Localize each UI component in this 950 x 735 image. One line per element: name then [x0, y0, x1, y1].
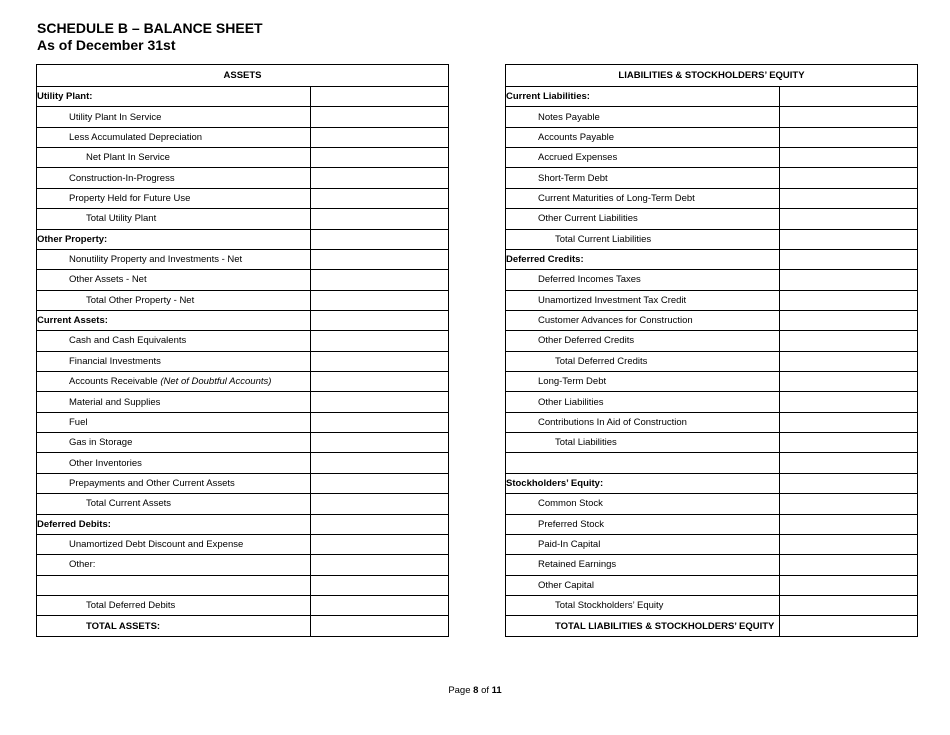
- assets-label-text: Accounts Receivable: [69, 376, 158, 388]
- liabilities-row: [506, 148, 918, 168]
- liabilities-label-text: Current Liabilities:: [506, 91, 590, 103]
- assets-amount-cell[interactable]: [311, 372, 449, 392]
- assets-row-label: [37, 127, 311, 147]
- liabilities-label-text: Customer Advances for Construction: [538, 315, 693, 327]
- liabilities-amount-cell[interactable]: [780, 534, 918, 554]
- liabilities-row-label: [506, 555, 780, 575]
- assets-row: [37, 575, 449, 595]
- assets-row: [37, 534, 449, 554]
- assets-row-label: [37, 270, 311, 290]
- liabilities-label-text: Stockholders’ Equity:: [506, 478, 604, 489]
- assets-amount-cell[interactable]: [311, 514, 449, 534]
- assets-row-label: [37, 595, 311, 615]
- liabilities-label-text: Other Deferred Credits: [538, 335, 635, 347]
- assets-label-text: Fuel: [69, 416, 88, 428]
- liabilities-row-label: [506, 168, 780, 188]
- liabilities-label-text: Unamortized Investment Tax Credit: [538, 294, 687, 306]
- liabilities-row: [506, 372, 918, 392]
- assets-row: [37, 453, 449, 473]
- liabilities-row: [506, 229, 918, 249]
- liabilities-amount-cell[interactable]: [780, 168, 918, 188]
- liabilities-label-text: Accrued Expenses: [538, 152, 618, 164]
- liabilities-row-label: [506, 290, 780, 310]
- assets-amount-cell[interactable]: [311, 351, 449, 371]
- assets-label-text: Total Other Property - Net: [86, 294, 195, 306]
- liabilities-amount-cell[interactable]: [780, 453, 918, 473]
- assets-label-text: Gas in Storage: [69, 437, 133, 449]
- liabilities-amount-cell[interactable]: [780, 392, 918, 412]
- liabilities-row: [506, 127, 918, 147]
- assets-label-text: Other:: [69, 559, 96, 571]
- liabilities-amount-cell[interactable]: [780, 249, 918, 269]
- liabilities-label-text: Total Current Liabilities: [555, 233, 652, 245]
- assets-row-label: [37, 188, 311, 208]
- assets-row: [37, 209, 449, 229]
- assets-table: [36, 64, 449, 637]
- assets-row-label: [37, 392, 311, 412]
- liabilities-label-text: Notes Payable: [538, 111, 600, 123]
- liabilities-row-label: [506, 249, 780, 269]
- liabilities-amount-cell[interactable]: [780, 87, 918, 107]
- assets-label-text: Net Plant In Service: [86, 152, 170, 164]
- assets-amount-cell[interactable]: [311, 616, 449, 636]
- assets-amount-cell[interactable]: [311, 310, 449, 330]
- liabilities-label-text: Total Deferred Credits: [555, 355, 648, 367]
- assets-row-label: [37, 494, 311, 514]
- liabilities-amount-cell[interactable]: [780, 310, 918, 330]
- liabilities-row: [506, 616, 918, 636]
- liabilities-row: [506, 595, 918, 615]
- liabilities-amount-cell[interactable]: [780, 616, 918, 636]
- assets-label-text: Property Held for Future Use: [69, 192, 191, 204]
- liabilities-amount-cell[interactable]: [780, 555, 918, 575]
- assets-amount-cell[interactable]: [311, 249, 449, 269]
- liabilities-amount-cell[interactable]: [780, 433, 918, 453]
- assets-row: [37, 372, 449, 392]
- assets-row-label: [37, 351, 311, 371]
- liabilities-amount-cell[interactable]: [780, 473, 918, 493]
- liabilities-label-text: Common Stock: [538, 498, 603, 510]
- assets-row: [37, 412, 449, 432]
- assets-row: [37, 595, 449, 615]
- liabilities-row-label: [506, 310, 780, 330]
- liabilities-row-label: [506, 514, 780, 534]
- assets-row-label: [37, 168, 311, 188]
- assets-row-label: [37, 514, 311, 534]
- assets-label-text: Unamortized Debt Discount and Expense: [69, 539, 244, 551]
- assets-row-label: [37, 372, 311, 392]
- assets-amount-cell[interactable]: [311, 473, 449, 493]
- liabilities-header-row: [506, 65, 918, 87]
- liabilities-row-label: [506, 473, 780, 493]
- liabilities-row: [506, 107, 918, 127]
- liabilities-row: [506, 209, 918, 229]
- assets-amount-cell[interactable]: [311, 595, 449, 615]
- liabilities-amount-cell[interactable]: [780, 127, 918, 147]
- assets-row-label: [37, 107, 311, 127]
- liabilities-row-label: [506, 331, 780, 351]
- assets-row-label: [37, 331, 311, 351]
- liabilities-row: [506, 188, 918, 208]
- liabilities-label-text: Deferred Credits:: [506, 254, 584, 266]
- liabilities-row: [506, 514, 918, 534]
- liabilities-amount-cell[interactable]: [780, 107, 918, 127]
- liabilities-row-label: [506, 616, 780, 636]
- assets-row: [37, 107, 449, 127]
- liabilities-amount-cell[interactable]: [780, 412, 918, 432]
- liabilities-amount-cell[interactable]: [780, 270, 918, 290]
- liabilities-label-text: Other Current Liabilities: [538, 213, 638, 225]
- liabilities-amount-cell[interactable]: [780, 595, 918, 615]
- liabilities-row: [506, 351, 918, 371]
- assets-body: [37, 87, 449, 637]
- assets-row-label: [37, 249, 311, 269]
- liabilities-row-label: [506, 270, 780, 290]
- assets-label-text: Utility Plant:: [37, 91, 93, 103]
- assets-row-label: [37, 575, 311, 595]
- assets-amount-cell[interactable]: [311, 534, 449, 554]
- liabilities-amount-cell[interactable]: [780, 148, 918, 168]
- liabilities-label-text: Short-Term Debt: [538, 172, 608, 184]
- liabilities-row: [506, 331, 918, 351]
- assets-row-label: [37, 433, 311, 453]
- assets-row: [37, 351, 449, 371]
- liabilities-amount-cell[interactable]: [780, 351, 918, 371]
- liabilities-row-label: [506, 433, 780, 453]
- liabilities-row: [506, 494, 918, 514]
- liabilities-row: [506, 310, 918, 330]
- liabilities-row: [506, 249, 918, 269]
- liabilities-row: [506, 270, 918, 290]
- assets-row: [37, 514, 449, 534]
- assets-row: [37, 148, 449, 168]
- liabilities-label-text: Total Stockholders’ Equity: [555, 600, 664, 612]
- liabilities-label-text: Current Maturities of Long-Term Debt: [538, 192, 695, 204]
- assets-label-text: Financial Investments: [69, 355, 161, 367]
- liabilities-row-label: [506, 534, 780, 554]
- liabilities-row: [506, 473, 918, 493]
- schedule-title-block: [37, 20, 263, 54]
- liabilities-row-label: [506, 188, 780, 208]
- liabilities-amount-cell[interactable]: [780, 575, 918, 595]
- liabilities-row-label: [506, 107, 780, 127]
- liabilities-label-text: Preferred Stock: [538, 518, 604, 530]
- liabilities-row: [506, 412, 918, 432]
- assets-row-label: [37, 310, 311, 330]
- assets-amount-cell[interactable]: [311, 270, 449, 290]
- liabilities-amount-cell[interactable]: [780, 229, 918, 249]
- liabilities-row: [506, 555, 918, 575]
- liabilities-label-text: Accounts Payable: [538, 131, 615, 143]
- assets-row-label: [37, 616, 311, 636]
- assets-amount-cell[interactable]: [311, 331, 449, 351]
- page-number: 8: [473, 685, 479, 696]
- assets-label-text: Other Assets - Net: [69, 274, 147, 286]
- assets-row-label: [37, 87, 311, 107]
- assets-row: [37, 616, 449, 636]
- liabilities-row-label: [506, 209, 780, 229]
- assets-label-text: Deferred Debits:: [37, 518, 111, 530]
- page-prefix: Page: [448, 685, 474, 696]
- assets-row: [37, 188, 449, 208]
- assets-amount-cell[interactable]: [311, 148, 449, 168]
- assets-label-text: Construction-In-Progress: [69, 172, 175, 184]
- assets-heading: ASSETS: [37, 65, 449, 87]
- liabilities-label-text: Long-Term Debt: [538, 376, 607, 388]
- assets-row: [37, 290, 449, 310]
- liabilities-label-text: TOTAL LIABILITIES & STOCKHOLDERS’ EQUITY: [555, 620, 775, 632]
- liabilities-row-label: [506, 595, 780, 615]
- assets-label-text: Other Inventories: [69, 457, 142, 469]
- assets-row-label: [37, 453, 311, 473]
- assets-row: [37, 473, 449, 493]
- liabilities-label-text: Contributions In Aid of Construction: [538, 416, 687, 428]
- assets-row: [37, 87, 449, 107]
- liabilities-label-text: Total Liabilities: [555, 437, 617, 449]
- assets-amount-cell[interactable]: [311, 188, 449, 208]
- assets-label-text: Prepayments and Other Current Assets: [69, 478, 235, 489]
- assets-row: [37, 331, 449, 351]
- assets-row: [37, 127, 449, 147]
- liabilities-row-label: [506, 127, 780, 147]
- liabilities-amount-cell[interactable]: [780, 372, 918, 392]
- assets-label-note: (Net of Doubtful Accounts): [160, 376, 272, 388]
- assets-label-text: Less Accumulated Depreciation: [69, 131, 203, 143]
- liabilities-row-label: [506, 229, 780, 249]
- liabilities-row: [506, 433, 918, 453]
- assets-row: [37, 310, 449, 330]
- assets-label-text: Total Current Assets: [86, 498, 172, 510]
- liabilities-row: [506, 392, 918, 412]
- liabilities-row-label: [506, 494, 780, 514]
- schedule-title: SCHEDULE B – BALANCE SHEET: [37, 20, 263, 36]
- liabilities-label-text: Deferred Incomes Taxes: [538, 274, 641, 286]
- liabilities-amount-cell[interactable]: [780, 290, 918, 310]
- assets-label-text: Utility Plant In Service: [69, 111, 162, 123]
- assets-row: [37, 270, 449, 290]
- liabilities-row-label: [506, 351, 780, 371]
- assets-row: [37, 168, 449, 188]
- liabilities-row: [506, 168, 918, 188]
- schedule-date: As of December 31st: [37, 37, 176, 53]
- assets-amount-cell[interactable]: [311, 87, 449, 107]
- assets-amount-cell[interactable]: [311, 555, 449, 575]
- page-total: 11: [491, 685, 502, 696]
- liabilities-label-text: Other Capital: [538, 579, 594, 591]
- assets-row-label: [37, 229, 311, 249]
- liabilities-amount-cell[interactable]: [780, 514, 918, 534]
- assets-row: [37, 249, 449, 269]
- assets-amount-cell[interactable]: [311, 229, 449, 249]
- assets-row: [37, 555, 449, 575]
- assets-label-text: Total Utility Plant: [86, 213, 157, 225]
- assets-label-text: Current Assets:: [37, 315, 108, 327]
- assets-amount-cell[interactable]: [311, 168, 449, 188]
- assets-label-text: Cash and Cash Equivalents: [69, 335, 187, 347]
- liabilities-row-label: [506, 412, 780, 432]
- page-footer: [0, 685, 950, 696]
- assets-row-label: [37, 473, 311, 493]
- assets-amount-cell[interactable]: [311, 107, 449, 127]
- assets-row-label: [37, 555, 311, 575]
- page-of: of: [478, 685, 492, 696]
- liabilities-label-text: Paid-In Capital: [538, 539, 601, 551]
- liabilities-row-label: [506, 87, 780, 107]
- assets-row: [37, 433, 449, 453]
- assets-row-label: [37, 209, 311, 229]
- liabilities-table: [505, 64, 918, 637]
- liabilities-row-label: [506, 372, 780, 392]
- liabilities-label-text: Other Liabilities: [538, 396, 604, 408]
- assets-amount-cell[interactable]: [311, 412, 449, 432]
- liabilities-heading: LIABILITIES & STOCKHOLDERS’ EQUITY: [506, 65, 918, 87]
- assets-label-text: Total Deferred Debits: [86, 600, 176, 612]
- liabilities-amount-cell[interactable]: [780, 188, 918, 208]
- assets-row: [37, 392, 449, 412]
- assets-amount-cell[interactable]: [311, 575, 449, 595]
- liabilities-row: [506, 87, 918, 107]
- liabilities-row: [506, 453, 918, 473]
- assets-label-text: TOTAL ASSETS:: [86, 620, 161, 632]
- assets-amount-cell[interactable]: [311, 453, 449, 473]
- liabilities-row-label: [506, 575, 780, 595]
- assets-header-row: [37, 65, 449, 87]
- liabilities-row-label: [506, 392, 780, 412]
- liabilities-label-text: Retained Earnings: [538, 559, 617, 571]
- liabilities-row: [506, 290, 918, 310]
- assets-amount-cell[interactable]: [311, 433, 449, 453]
- assets-row-label: [37, 290, 311, 310]
- liabilities-amount-cell[interactable]: [780, 209, 918, 229]
- assets-amount-cell[interactable]: [311, 127, 449, 147]
- assets-row: [37, 494, 449, 514]
- assets-label-text: Other Property:: [37, 233, 108, 245]
- liabilities-row-label: [506, 148, 780, 168]
- assets-label-text: Nonutility Property and Investments - Net: [69, 254, 243, 266]
- liabilities-row: [506, 575, 918, 595]
- assets-row-label: [37, 412, 311, 432]
- liabilities-amount-cell[interactable]: [780, 331, 918, 351]
- liabilities-amount-cell[interactable]: [780, 494, 918, 514]
- liabilities-row-label: [506, 453, 780, 473]
- liabilities-body: [506, 87, 918, 637]
- assets-label-text: Material and Supplies: [69, 396, 161, 408]
- liabilities-row: [506, 534, 918, 554]
- assets-row: [37, 229, 449, 249]
- assets-amount-cell[interactable]: [311, 392, 449, 412]
- assets-amount-cell[interactable]: [311, 494, 449, 514]
- assets-row-label: [37, 148, 311, 168]
- assets-amount-cell[interactable]: [311, 290, 449, 310]
- assets-amount-cell[interactable]: [311, 209, 449, 229]
- assets-row-label: [37, 534, 311, 554]
